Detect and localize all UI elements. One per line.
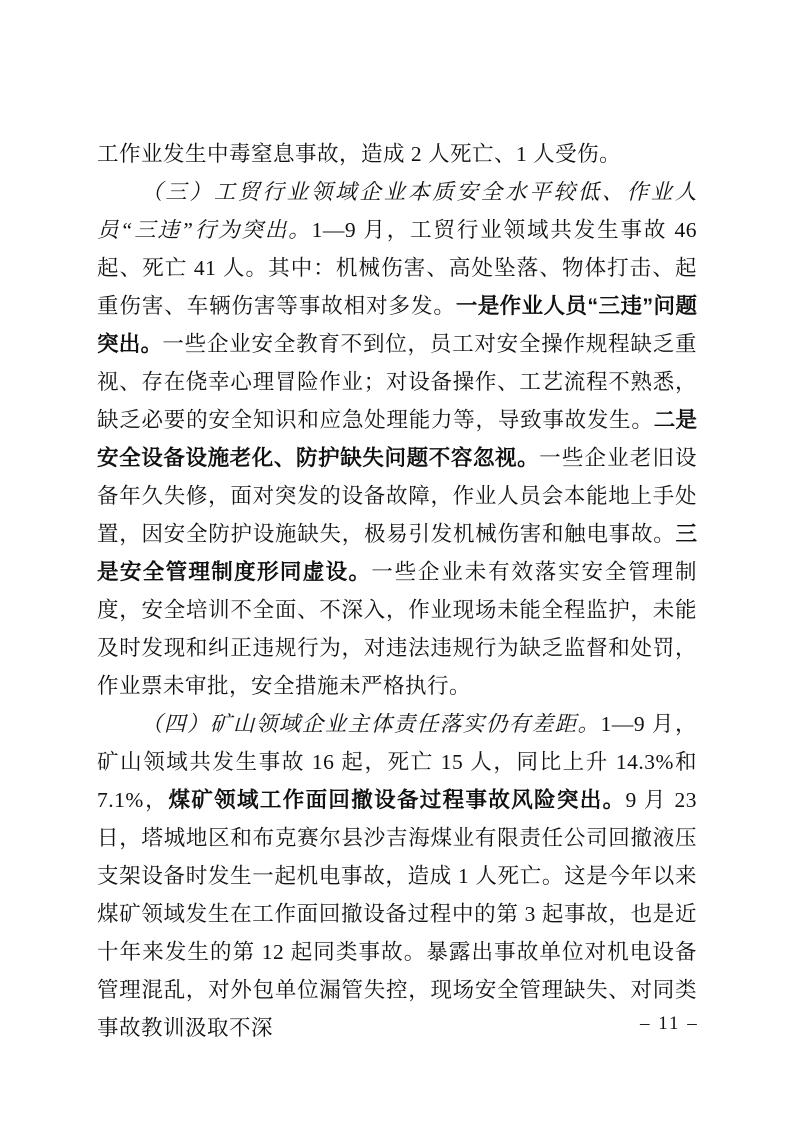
- text-run-body: 1—9 月，矿山领域共发生事故 16 起，死亡 15 人，同比上升 14.3%和 7.1%，: [97, 712, 697, 812]
- text-run-heiti: 二是安全设备设施老化、防护缺失问题不容忽视。: [97, 408, 697, 470]
- document-body: [97, 135, 697, 1047]
- text-run-body: 一些企业安全教育不到位，员工对安全操作规程缺乏重视、存在侥幸心理冒险作业；对设备操作、工艺流程不熟悉，缺乏必要的安全知识和应急处理能力等，导致事故发生。: [97, 332, 697, 432]
- text-run-heiti: 煤矿领域工作面回撤设备过程事故风险突出。: [168, 788, 626, 812]
- paragraph: [97, 135, 697, 173]
- text-run-body: 一些企业未有效落实安全管理制度，安全培训不全面、不深入，作业现场未能全程监护，未能及时发现和纠正违规行为，对违法违规行为缺乏监督和处罚，作业票未审批，安全措施未严格执行。: [97, 560, 697, 698]
- text-run-body: 工作业发生中毒窒息事故，造成 2 人死亡、1 人受伤。: [97, 142, 622, 166]
- text-run-body: 9 月 23 日，塔城地区和布克赛尔县沙吉海煤业有限责任公司回撤液压支架设备时发生一起机电事故，造成 1 人死亡。这是今年以来煤矿领域发生在工作面回撤设备过程中的第 3 起事故，也是近十年来发生的第 12 起同类事故。暴露出事故单位对机电设备管理混乱，对外包单位漏管失控，现场安全管理缺失、对同类事故教训汲取不深: [97, 788, 697, 1040]
- paragraph: [97, 173, 697, 705]
- text-run-body: 1—9 月，工贸行业领域共发生事故 46 起、死亡 41 人。其中：机械伤害、高处坠落、物体打击、起重伤害、车辆伤害等事故相对多发。: [97, 218, 697, 318]
- text-run-body: 一些企业老旧设备年久失修，面对突发的设备故障，作业人员会本能地上手处置，因安全防护设施缺失，极易引发机械伤害和触电事故。: [97, 446, 697, 546]
- text-run-kaiti: （三）工贸行业领域企业本质安全水平较低、作业人员“三违”行为突出。: [97, 180, 697, 242]
- paragraph: [97, 705, 697, 1047]
- text-run-heiti: 三是安全管理制度形同虚设。: [97, 522, 697, 584]
- text-run-kaiti: （四）矿山领域企业主体责任落实仍有差距。: [141, 712, 601, 736]
- page-number: – 11 –: [640, 1013, 699, 1034]
- text-run-heiti: 一是作业人员“三违”问题突出。: [97, 294, 697, 356]
